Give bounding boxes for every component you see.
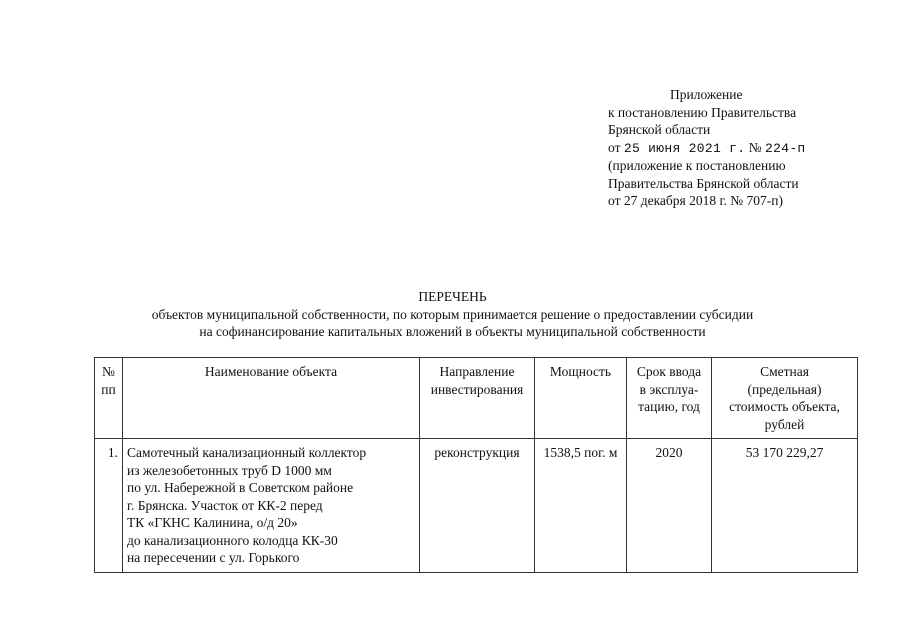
header-capacity [535, 358, 627, 439]
heading-subtitle-2: на софинансирование капитальных вложений в объекты муниципальной собственности [199, 324, 706, 339]
header-cost-line: стоимость объекта, [729, 399, 840, 414]
header-capacity-line: Мощность [549, 364, 612, 379]
cell-name-line: Самотечный канализационный коллектор [127, 445, 367, 460]
appendix-line-5: Правительства Брянской области [608, 175, 799, 191]
date-prefix: от [608, 139, 621, 155]
header-direction-line: инвестирования [430, 381, 524, 397]
header-cost-line: (предельная) [747, 381, 822, 397]
table-row [95, 439, 858, 573]
appendix-title: Приложение [670, 87, 743, 102]
appendix-line-4: (приложение к постановлению [608, 158, 786, 173]
cell-direction: реконструкция [420, 439, 535, 573]
cell-name [123, 439, 420, 573]
header-term-line: Срок ввода [636, 364, 702, 379]
cell-term: 2020 [627, 439, 712, 573]
header-num-line: № [102, 364, 115, 379]
document-heading [0, 288, 905, 341]
header-direction-line: Направление [439, 364, 515, 379]
appendix-line-2: Брянской области [608, 122, 711, 137]
cell-name-line: ТК «ГКНС Калинина, о/д 20» [127, 515, 298, 530]
cell-name-line: из железобетонных труб D 1000 мм [127, 462, 332, 478]
objects-table [94, 357, 858, 573]
appendix-block [608, 86, 898, 210]
header-cost [712, 358, 858, 439]
number-typed: 224-п [765, 140, 806, 156]
table-header-row [95, 358, 858, 439]
heading-subtitle-1: объектов муниципальной собственности, по которым принимается решение о предоставлении субсидии [151, 306, 754, 322]
header-term-line: в эксплуа- [639, 381, 699, 397]
header-num-line: пп [101, 381, 116, 397]
number-sign: № [748, 139, 762, 155]
cell-cost: 53 170 229,27 [712, 439, 858, 573]
cell-name-line: до канализационного колодца КК-30 [127, 532, 338, 548]
cell-name-line: на пересечении с ул. Горького [127, 550, 300, 565]
cell-name-line: по ул. Набережной в Советском районе [127, 480, 354, 495]
header-term [627, 358, 712, 439]
cell-capacity: 1538,5 пог. м [535, 439, 627, 573]
appendix-line-6: от 27 декабря 2018 г. № 707-п) [608, 193, 783, 208]
header-name [123, 358, 420, 439]
header-term-line: тацию, год [638, 399, 700, 414]
header-name-line: Наименование объекта [204, 364, 338, 379]
date-typed: 25 июня 2021 г. [623, 140, 746, 156]
cell-num: 1. [95, 439, 123, 573]
header-direction [420, 358, 535, 439]
header-cost-line: Сметная [760, 364, 809, 379]
header-cost-line: рублей [764, 416, 805, 432]
cell-name-line: г. Брянска. Участок от КК-2 перед [127, 497, 323, 513]
header-num [95, 358, 123, 439]
appendix-line-1: к постановлению Правительства [608, 104, 797, 120]
appendix-date-line [608, 139, 898, 158]
heading-title: ПЕРЕЧЕНЬ [418, 289, 487, 304]
